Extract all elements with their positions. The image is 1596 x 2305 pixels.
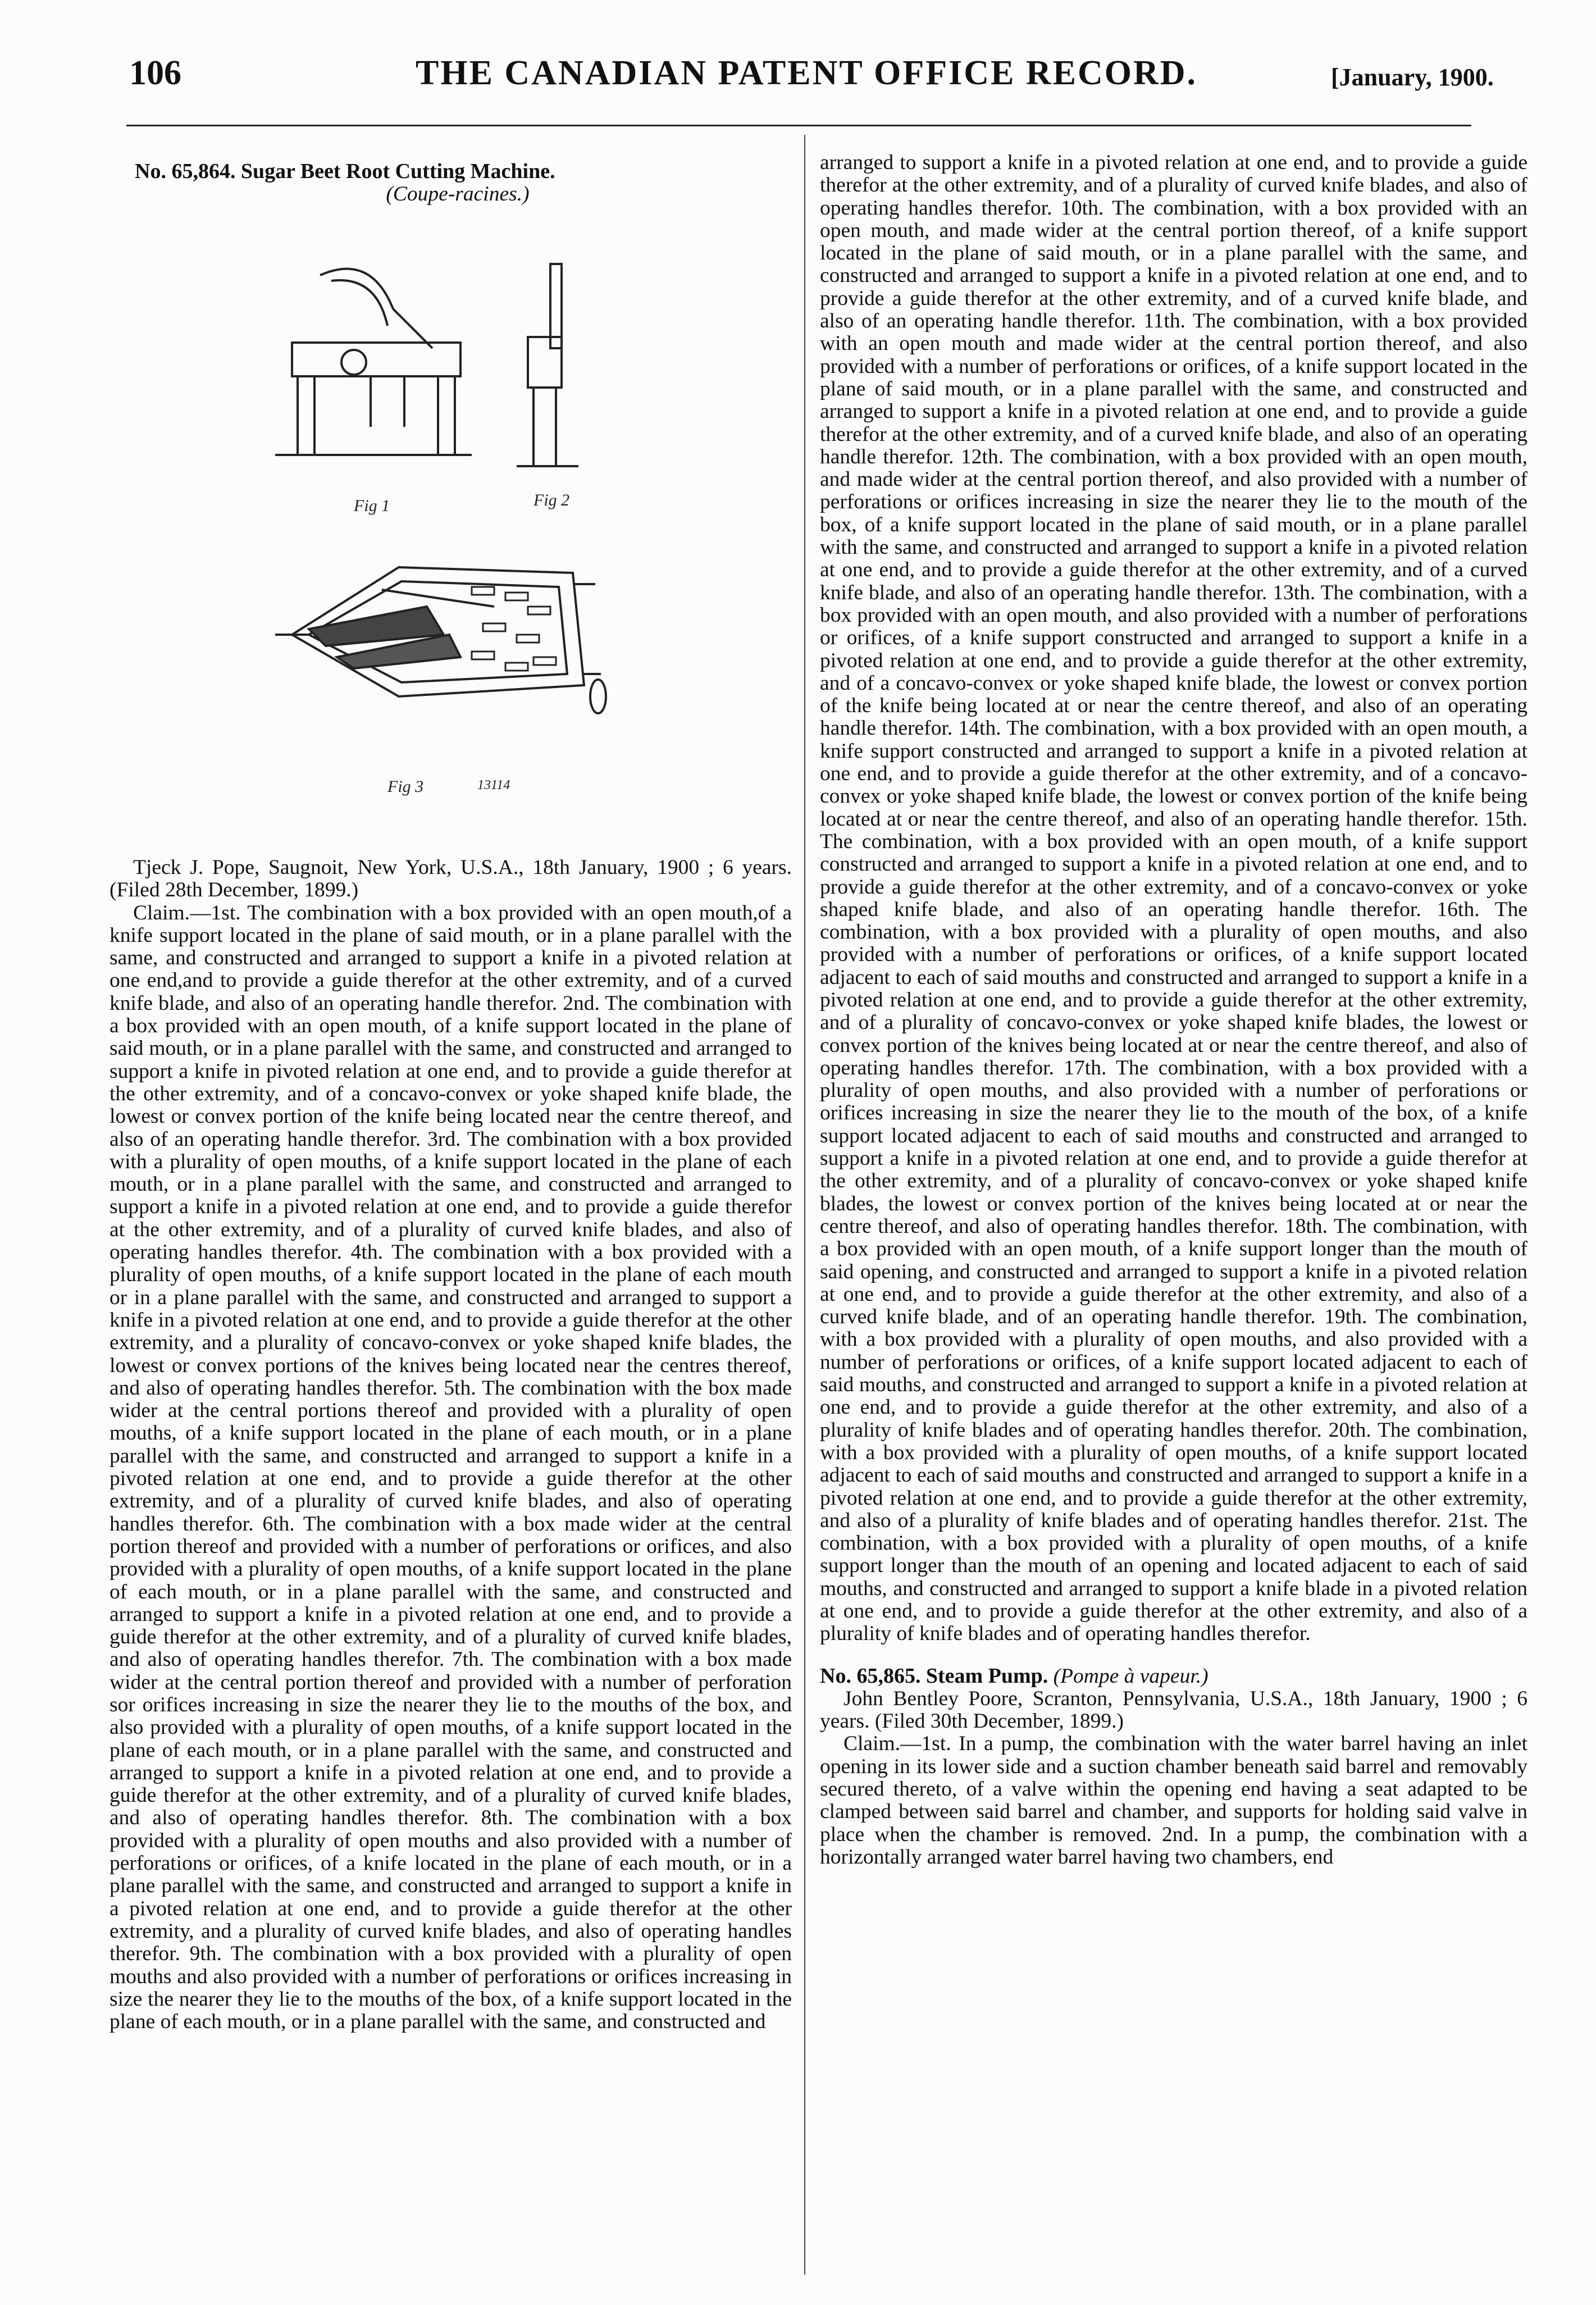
publication-title: THE CANADIAN PATENT OFFICE RECORD. [416,54,1198,92]
patent-65865-claims: Claim.—1st. In a pump, the combination with the water barrel having an inlet opening in its lower side and a suction chamber beneath said barrel and removably secured thereto, of a valve within the opening end having a seat adapted to be clamped between said barrel and chamber, and supports for holding said valve in place when the chamber is removed. 2nd. In a pump, the combination with a horizontally arranged water barrel having two chambers, end [820,1732,1527,1869]
fig3-label: Fig 3 [387,777,424,796]
machine-drawing [258,242,651,809]
fig2-label: Fig 2 [533,491,570,509]
patent-drawings [258,242,651,809]
column-divider [804,135,805,2275]
patent-title-french: (Coupe-racines.) [386,183,530,206]
right-column-text [820,152,1527,1869]
patent-title: Sugar Beet Root Cutting Machine. [240,160,555,183]
patent-title: Steam Pump. [925,1664,1048,1688]
page-number: 106 [129,54,181,92]
patent-65864-claims-part2: arranged to support a knife in a pivoted relation at one end, and to provide a guide therefor at the other extremity, and of a plurality of curved knife blades, and also of operating handles therefor. 10th. The combination, with a box provided with an open mouth, and made wider at the central portion thereof, of a knife support located in the plane of said mouth, or in a plane parallel with the same, and constructed and arranged to support a knife in a pivoted relation at one end, and to provide a guide therefor at the other extremity, and of a curved knife blade, and also of an operating handle therefor. 11th. The combination, with a box provided with an open mouth and made wider at the central portion thereof, and also provided with a number of perforations or orifices, of a knife support located in the plane of said mouth, or in a plane parallel with the same, and constructed and arranged to support a knife in a pivoted relation at one end, and to provide a guide therefor at the other extremity, and of a curved knife blade, and also of an operating handle therefor. 12th. The combination, with a box provided with an open mouth, and made wider at the central portion thereof, and also provided with a number of perforations or orifices increasing in size the nearer they lie to the mouth of the box, of a knife support located in the plane of said mouth, or in a plane parallel with the same, and constructed and arranged to support a knife in a pivoted relation at one end, and to provide a guide therefor at the other extremity, and of a curved knife blade, and also of an operating handle therefor. 13th. The combination, with a box provided with an open mouth, and also provided with a number of perforations or orifices, of a knife support constructed and arranged to support a knife in a pivoted relation at one end, and to provide a guide therefor at the other extremity, and of a concavo-convex or yoke shaped knife blade, the lowest or convex portion of the knife being located at or near the centre thereof, and also of an operating handle therefor. 14th. The combination, with a box provided with an open mouth, a knife support constructed and arranged to support a knife in a pivoted relation at one end, and to provide a guide therefor at the other extremity, and of a concavo-convex or yoke shaped knife blade, the lowest or convex portion of the knife being located at or near the centre thereof, and also of an operating handle therefor. 15th. The combination, with a box provided with an open mouth, of a knife support constructed and arranged to support a knife in a pivoted relation at one end, and to provide a guide therefor at the other extremity, and of a concavo-convex or yoke shaped knife blade, and also of an operating handle therefor. 16th. The combination, with a box provided with a plurality of open mouths, and also provided with a number of perforations or orifices, of a knife support located adjacent to each of said mouths and constructed and arranged to support a knife in a pivoted relation at one end, and to provide a guide therefor at the other extremity, and of a plurality of concavo-convex or yoke shaped knife blades, the lowest or convex portion of the knives being located at or near the centre thereof, and also of operating handles therefor. 17th. The combination, with a box provided with a plurality of open mouths, and also provided with a number of perforations or orifices increasing in size the nearer they lie to the mouth of the box, of a knife support located adjacent to each of said mouths and constructed and arranged to support a knife in a pivoted relation at one end, and to provide a guide therefor at the other extremity, and of a plurality of concavo-convex or yoke shaped knife blades, the lowest or convex portion of the knives being located at or near the centre thereof, and also of operating handles therefor. 18th. The combination, with a box provided with an open mouth, of a knife support longer than the mouth of said opening, and constructed and arranged to support a knife in a pivoted relation at one end, and to provide a guide therefor at the other extremity, and also of a curved knife blade, and of an operating handle therefor. 19th. The combination, with a box provided with a plurality of open mouths, and also provided with a number of perforations or orifices, of a knife support located adjacent to each of said mouths, and constructed and arranged to support a knife in a pivoted relation at one end, and to provide a guide therefor at the other extremity, and also of a plurality of knife blades and of operating handles therefor. 20th. The combination, with a box provided with a plurality of open mouths, of a knife support located adjacent to each of said mouths and constructed and arranged to support a knife in a pivoted relation at one end, and to provide a guide therefor at the other extremity, and also of a plurality of knife blades and of operating handles therefor. 21st. The combination, with a box provided with a plurality of open mouths, of a knife support longer than the mouth of an opening and located adjacent to each of said mouths, and constructed and arranged to support a knife blade in a pivoted relation at one end, and to provide a guide therefor at the other extremity, and also of a plurality of knife blades and of operating handles therefor. [820,151,1527,1646]
section-spacer [820,1646,1527,1665]
drawing-number: 13114 [477,778,510,792]
left-column-text [110,857,792,2033]
patent-65864-heading [135,160,781,206]
patent-title-french: (Pompe à vapeur.) [1053,1664,1209,1688]
fig1-label: Fig 1 [354,496,390,515]
header-rule [126,125,1471,126]
patent-65864-claims-part1: Claim.—1st. The combination with a box provided with an open mouth,of a knife support located in the plane of said mouth, or in a plane parallel with the same, and constructed and arranged to support a knife in a pivoted relation at one end,and to provide a guide therefor at the other extremity, and of a curved knife blade, and also of an operating handle therefor. 2nd. The combination with a box provided with an open mouth, of a knife support located in the plane of said mouth, or in a plane parallel with the same, and constructed and arranged to support a knife in pivoted relation at one end, and to provide a guide therefor at the other extremity, and of a concavo-convex or yoke shaped knife blade, the lowest or convex portion of the knife being located near the centre thereof, and also of an operating handle therefor. 3rd. The combination with a box provided with a plurality of open mouths, of a knife support located in the plane of each mouth, or in a plane parallel with the same, and constructed and arranged to support a knife in a pivoted relation at one end, and to provide a guide therefor at the other extremity, and of a plurality of curved knife blades, and also of operating handles therefor. 4th. The combination with a box provided with a plurality of open mouths, of a knife support located in the plane of each mouth or in a plane parallel with the same, and constructed and arranged to support a knife in a pivoted relation at one end, and to provide a guide therefor at the other extremity, and a plurality of concavo-convex or yoke shaped knife blades, the lowest or convex portions of the knives being located near the centres thereof, and also of operating handles therefor. 5th. The combination with the box made wider at the central portions thereof and provided with a plurality of open mouths, of a knife support located in the plane of each mouth, or in a plane parallel with the same, and constructed and arranged to support a knife in a pivoted relation at one end, and to provide a guide therefor at the other extremity, and of a plurality of curved knife blades, and also of operating handles therefor. 6th. The combination with a box made wider at the central portion thereof and provided with a number of perforations or orifices, and also provided with a plurality of open mouths, of a knife support located in the plane of each mouth, or in a plane parallel with the same, and constructed and arranged to support a knife in a pivoted relation at one end, and to provide a guide therefor at the other extremity, and of a plurality of curved knife blades, and also of operating handles therefor. 7th. The combination with a box made wider at the central portion thereof and provided with a number of perforation sor orifices increasing in size the nearer they lie to the mouths of the box, and also provided with a plurality of open mouths, of a knife support located in the plane of each mouth, or in a plane parallel with the same, and constructed and arranged to support a knife in a pivoted relation at one end, and to provide a guide therefor at the other extremity, and of a plurality of curved knife blades, and also of operating handles therefor. 8th. The combination with a box provided with a plurality of open mouths and also provided with a number of perforations or orifices, of a knife located in the plane of each mouth, or in a plane parallel with the same, and constructed and arranged to support a knife in a pivoted relation at one end, and to provide a guide therefor at the other extremity, and a plurality of curved knife blades, and also of operating handles therefor. 9th. The combination with a box provided with a plurality of open mouths and also provided with a number of perforations or orifices increasing in size the nearer they lie to the mouths of the box, of a knife support located in the plane of each mouth, or in a plane parallel with the same, and constructed and [110,901,792,2034]
fig2-drawing [517,264,578,466]
fig3-drawing [275,567,606,713]
patent-number: No. 65,865. [820,1664,921,1688]
issue-date: [January, 1900. [1331,63,1494,91]
patent-65865-applicant: John Bentley Poore, Scranton, Pennsylvania, U.S.A., 18th January, 1900 ; 6 years. (Filed 30th December, 1899.) [820,1687,1527,1733]
fig1-drawing [275,269,472,455]
patent-65865-heading [820,1665,1527,1688]
patent-number: No. 65,864. [135,160,236,183]
patent-65864-applicant: Tjeck J. Pope, Saugnoit, New York, U.S.A., 18th January, 1900 ; 6 years. (Filed 28th December, 1899.) [110,856,792,902]
